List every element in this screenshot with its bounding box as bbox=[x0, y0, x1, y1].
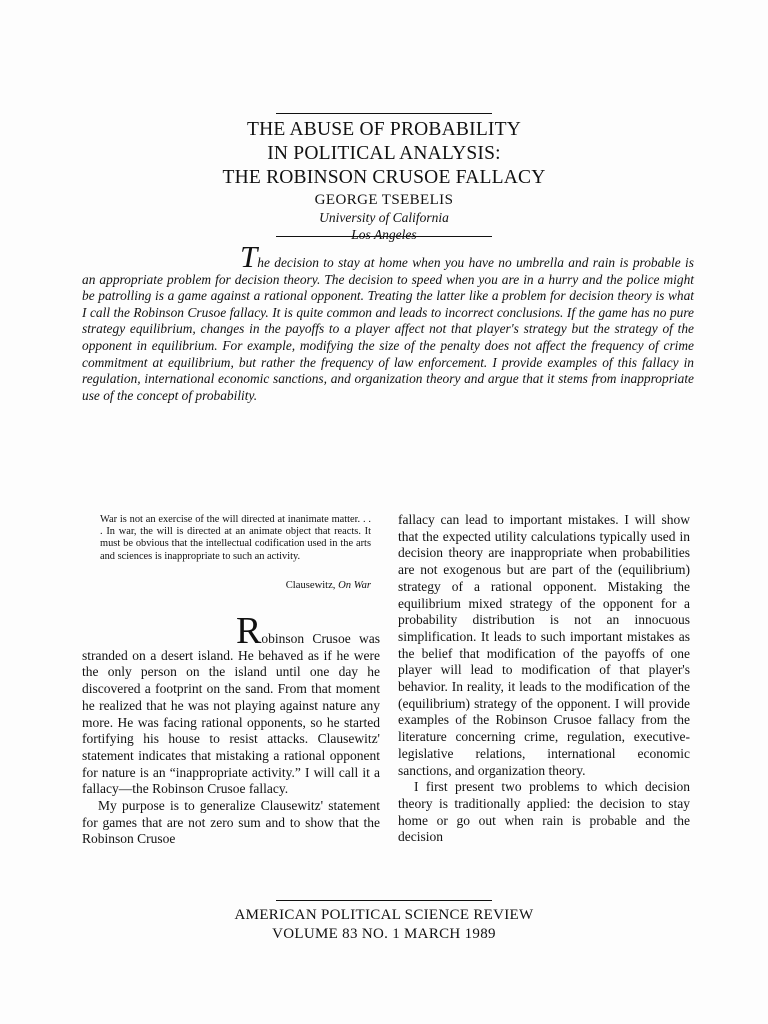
header-rule bbox=[276, 236, 492, 237]
author-name: GEORGE TSEBELIS bbox=[314, 192, 454, 208]
body-column-left bbox=[82, 610, 380, 848]
footer-rule bbox=[276, 900, 492, 901]
body-paragraph-1 bbox=[82, 610, 380, 798]
epigraph-attribution bbox=[100, 580, 371, 591]
top-rule bbox=[276, 113, 492, 114]
body-paragraph-4: I first present two problems to which decision theory is traditionally applied: the decision to stay home or go out when rain is probable and the decision bbox=[398, 779, 690, 845]
article-header bbox=[0, 118, 768, 243]
title-line-1: THE ABUSE OF PROBABILITY bbox=[246, 119, 522, 140]
epigraph-quote: War is not an exercise of the will directed at inanimate matter. . . . In war, the will is directed at an animate object that reacts. It must be obvious that the intellectual codification used in the arts and sciences is inappropriate to such an activity. bbox=[100, 514, 371, 562]
abstract-text: he decision to stay at home when you have no umbrella and rain is probable is an appropriate problem for decision theory. The decision to speed when you are in a hurry and the police might be patrolling is a game against a rational opponent. Treating the latter like a problem for decision theory is what I call the Robinson Crusoe fallacy. It is quite common and leads to incorrect conclusions. If the game has no pure strategy equilibrium, changes in the payoffs to a player affect not that player's strategy but the strategy of the opponent in equilibrium. For example, modifying the size of the penalty does not affect the frequency of crime commitment at equilibrium, but rather the frequency of law enforcement. I provide examples of this fallacy in regulation, international economic sanctions, and organization theory and argue that it stems from inappropriate use of the concept of probability. bbox=[82, 255, 694, 403]
abstract bbox=[82, 239, 694, 404]
author-affiliation-2: Los Angeles bbox=[351, 227, 417, 242]
journal-name: AMERICAN POLITICAL SCIENCE REVIEW bbox=[234, 907, 534, 923]
body-paragraph-2: My purpose is to generalize Clausewitz' statement for games that are not zero sum and to show that the Robinson Crusoe bbox=[82, 798, 380, 847]
title-line-2: IN POLITICAL ANALYSIS: bbox=[267, 143, 501, 164]
abstract-initial: T bbox=[240, 239, 258, 274]
epigraph-author: Clausewitz, bbox=[285, 580, 336, 591]
body-paragraph-3: fallacy can lead to important mistakes. I will show that the expected utility calculations typically used in decision theory are inappropriate when probabilities are not exogenous but are part of the (equilibrium) strategy of a rational opponent. Mistaking the equilibrium mixed strategy of the opponent for a probability distribution is not an innocuous simplification. It leads to such important mistakes as the belief that modification of the payoffs of one player will lead to modification of that player's behavior. In reality, it leads to the modification of the (equilibrium) strategy of the opponent. I will provide examples of the Robinson Crusoe fallacy from the literature concerning crime, regulation, executive-legislative relations, international economic sanctions, and organization theory. bbox=[398, 512, 690, 778]
body-paragraph-1-text: obinson Crusoe was stranded on a desert island. He behaved as if he were the only person on the island until one day he discovered a footprint on the sand. From that moment he realized that he was not playing against nature any more. He was facing rational opponents, so he started fortifying his house to resist attacks. Clausewitz' statement indicates that mistaking a rational opponent for nature is an “inappropriate activity.” I will call it a fallacy—the Robinson Crusoe fallacy. bbox=[82, 631, 380, 797]
title-line-3: THE ROBINSON CRUSOE FALLACY bbox=[222, 167, 546, 188]
author-affiliation-1: University of California bbox=[319, 210, 449, 225]
journal-volume: VOLUME 83 NO. 1 MARCH 1989 bbox=[272, 926, 496, 942]
epigraph-work: On War bbox=[338, 580, 371, 591]
body-column-right bbox=[398, 512, 690, 846]
body-dropcap: R bbox=[236, 610, 262, 652]
journal-footer bbox=[0, 906, 768, 944]
